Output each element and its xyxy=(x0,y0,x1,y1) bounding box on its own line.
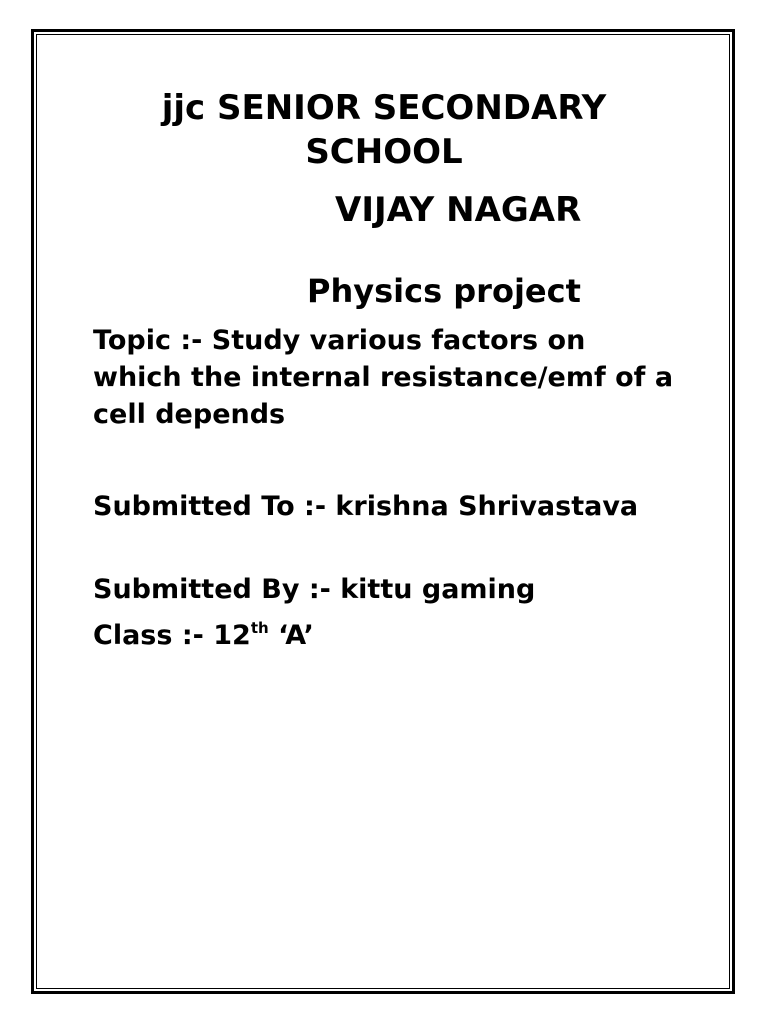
class-superscript: th xyxy=(250,619,269,637)
project-topic: Topic :- Study various factors on which the internal resistance/emf of a cell depends xyxy=(93,325,674,430)
class-section: ‘A’ xyxy=(268,620,314,651)
school-location: VIJAY NAGAR xyxy=(335,190,582,230)
submitted-to: Submitted To :- krishna Shrivastava xyxy=(93,491,639,522)
project-title: Physics project xyxy=(307,272,581,310)
class-info xyxy=(93,617,683,654)
submitted-by: Submitted By :- kittu gaming xyxy=(93,574,536,605)
class-prefix: Class :- 12 xyxy=(93,620,251,651)
school-name: jjc SENIOR SECONDARY SCHOOL xyxy=(161,88,607,172)
